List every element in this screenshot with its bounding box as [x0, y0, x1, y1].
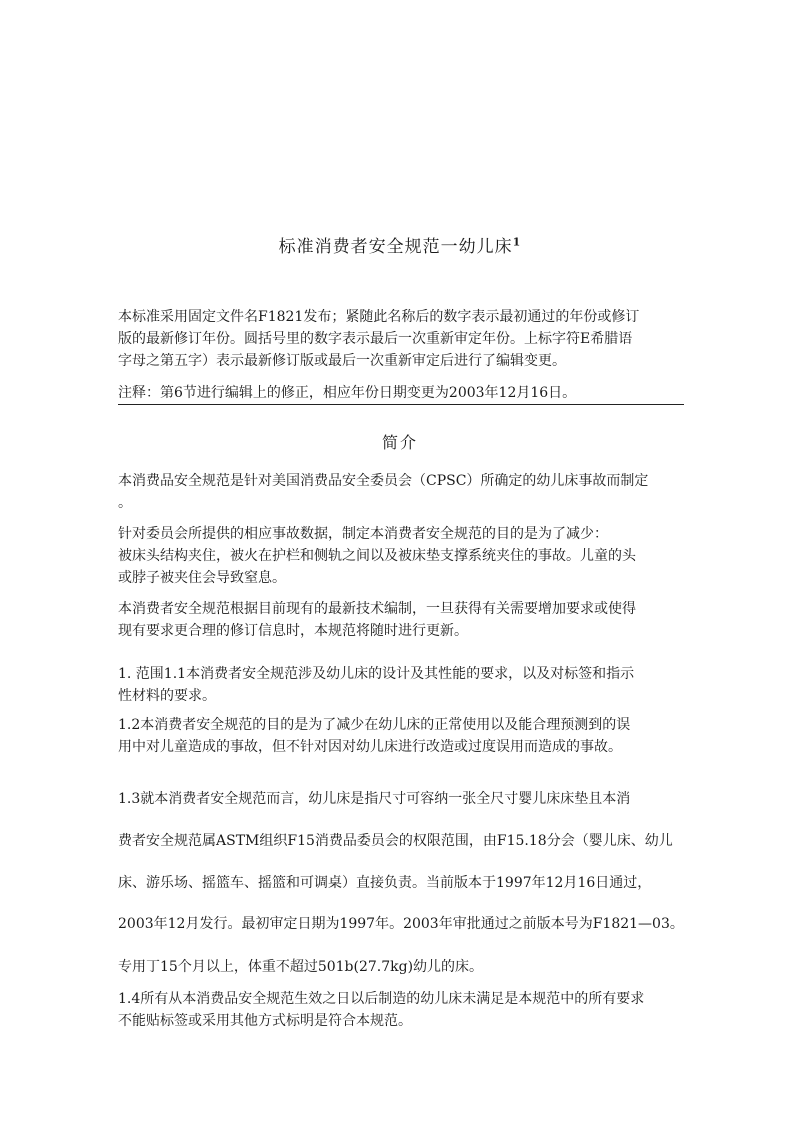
section-title: 简介 [381, 433, 418, 452]
paragraph-line: 1.3就本消费者安全规范而言，幼儿床是指尺寸可容纳一张全尺寸婴儿床床垫且本消 [118, 791, 631, 807]
edit-note-text: 注释：第6节进行编辑上的修正，相应年份日期变更为2003年12月16日。 [118, 385, 577, 401]
paragraph-line: 。 [118, 495, 132, 511]
paragraph-line: 或脖子被夹住会导致窒息。 [118, 570, 286, 586]
scope-1-1 [118, 663, 684, 707]
paragraph-line: 针对委员会所提供的相应事故数据，制定本消费者安全规范的目的是为了减少： [118, 526, 608, 542]
paragraph-line: 现有要求更合理的修订信息时，本规范将随时进行更新。 [118, 623, 468, 639]
title-footnote-marker: 1 [512, 235, 522, 249]
scope-1-3-line-3 [118, 872, 684, 894]
intro-section-paragraph-3 [118, 598, 684, 642]
edit-note [118, 382, 684, 404]
divider-line [118, 404, 684, 405]
intro-line: 字母之第五字）表示最新修订版或最后一次重新审定后进行了编辑变更。 [118, 353, 566, 369]
paragraph-line: 费者安全规范属ASTM组织F15消费品委员会的权限范围，由F15.18分会（婴儿床、幼儿 [118, 833, 673, 849]
paragraph-line: 性材料的要求。 [118, 688, 216, 704]
document-title [0, 232, 800, 257]
intro-paragraph [118, 306, 684, 372]
paragraph-line: 2003年12月发行。最初审定日期为1997年。2003年审批通过之前版本号为F1821—03。 [118, 916, 684, 932]
paragraph-line: 床、游乐场、摇篮车、摇篮和可调桌）直接负责。当前版本于1997年12月16日通过， [118, 875, 652, 891]
scope-1-3-line-2 [118, 830, 684, 852]
scope-1-4 [118, 988, 684, 1032]
intro-section-paragraph-1 [118, 470, 684, 514]
scope-1-3-tail [118, 956, 684, 978]
paragraph-line: 1.4所有从本消费品安全规范生效之日以后制造的幼儿床未满足是本规范中的所有要求 [118, 991, 645, 1007]
paragraph-line: 本消费品安全规范是针对美国消费品安全委员会（CPSC）所确定的幼儿床事故而制定 [118, 473, 649, 489]
scope-1-3-line-4 [118, 913, 684, 935]
paragraph-line: 本消费者安全规范根据目前现有的最新技术编制，一旦获得有关需要增加要求或使得 [118, 601, 636, 617]
paragraph-line: 1. 范围1.1本消费者安全规范涉及幼儿床的设计及其性能的要求，以及对标签和指示 [118, 666, 635, 682]
paragraph-line: 1.2本消费者安全规范的目的是为了减少在幼儿床的正常使用以及能合理预测到的误 [118, 717, 631, 733]
paragraph-line: 专用丁15个月以上，体重不超过501b(27.7kg)幼儿的床。 [118, 959, 484, 975]
paragraph-line: 被床头结构夹住，被火在护栏和侧轨之间以及被床垫支撑系统夹住的事故。儿童的头 [118, 548, 636, 564]
document-title-text: 标准消费者安全规范一幼儿床 [278, 237, 513, 257]
intro-line: 版的最新修订年份。圆括号里的数字表示最后一次重新审定年份。上标字符E希腊语 [118, 331, 633, 347]
scope-1-2 [118, 714, 684, 758]
paragraph-line: 不能贴标签或采用其他方式标明是符合本规范。 [118, 1013, 412, 1029]
intro-section-paragraph-2 [118, 523, 684, 589]
paragraph-line: 用中对儿童造成的事故，但不针对因对幼儿床进行改造或过度误用而造成的事故。 [118, 739, 622, 755]
scope-1-3-line-1 [118, 788, 684, 810]
intro-line: 本标准采用固定文件名F1821发布；紧随此名称后的数字表示最初通过的年份或修订 [118, 309, 640, 325]
